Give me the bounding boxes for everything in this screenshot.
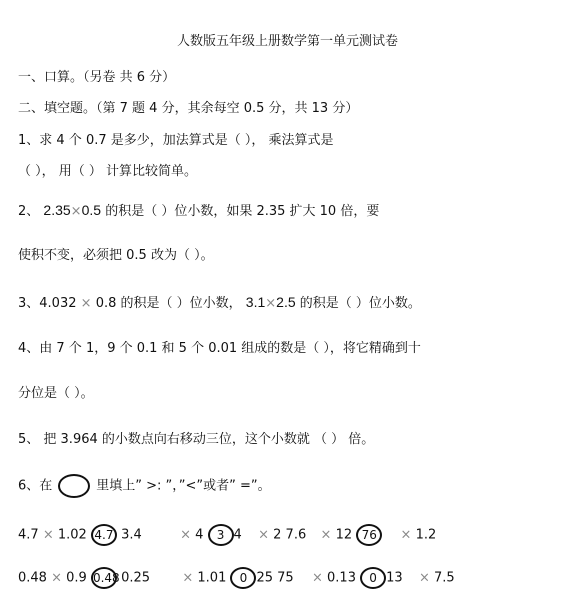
cell: 1.01 [197, 570, 227, 586]
compare-circle: 3 [208, 524, 234, 546]
page-title: 人数版五年级上册数学第一单元测试卷 [176, 34, 398, 49]
cell: 0.9 [66, 570, 87, 586]
question-4-line-1: 4、由 7 个 1，9 个 0.1 和 5 个 0.01 组成的数是（ ），将它精确到十 [18, 341, 421, 356]
compare-circle: 76 [356, 524, 382, 546]
cell: 4 [195, 527, 204, 543]
q3-middle: 0.8 的积是（ ）位小数， [95, 296, 242, 311]
times-icon: × [42, 527, 54, 543]
q2-number-2: 0.5 [81, 202, 102, 218]
compare-circle: 4.7 [91, 524, 117, 546]
compare-circle: 0 [230, 567, 256, 589]
times-icon: × [418, 570, 430, 586]
times-icon: × [311, 570, 323, 586]
compare-circle: 0 [360, 567, 386, 589]
q3-prefix: 3、4.032 [18, 296, 77, 311]
times-icon: × [258, 527, 270, 543]
cell: 12 [335, 527, 353, 543]
compare-circle: 0.48 [91, 567, 117, 589]
question-6 [18, 474, 271, 498]
section-fill-blanks: 二、填空题。（第 7 题 4 分，其余每空 0.5 分，共 13 分） [18, 101, 359, 116]
q2-suffix: 的积是（ ）位小数，如果 2.35 扩大 10 倍，要 [105, 204, 380, 219]
times-icon: × [320, 527, 332, 543]
q6-prefix: 6、在 [18, 478, 53, 494]
section-oral-calc: 一、口算。（另卷 共 6 分） [18, 70, 176, 85]
q3-number-1: 3.1 [245, 294, 266, 310]
compare-row-1 [18, 524, 436, 546]
question-5: 5、 把 3.964 的小数点向右移动三位，这个小数就 （ ） 倍。 [18, 432, 375, 447]
times-icon: × [51, 570, 62, 586]
question-3 [18, 294, 421, 312]
cell: 1.2 [415, 527, 437, 543]
compare-row-2 [18, 567, 455, 589]
question-1-line-1: 1、求 4 个 0.7 是多少，加法算式是（ ）， 乘法算式是 [18, 133, 334, 148]
cell: 0.13 [327, 570, 356, 586]
q2-number-1: 2.35 [43, 202, 71, 218]
times-icon: × [182, 570, 194, 586]
cell: 13 [386, 570, 403, 586]
cell: 0.48 [18, 570, 47, 586]
cell: 3.4 [121, 527, 142, 543]
question-2-line-2: 使积不变，必须把 0.5 改为（ ）。 [18, 248, 214, 263]
cell: 7.5 [434, 570, 455, 586]
cell: 0.25 [121, 570, 151, 586]
cell: 2 7.6 [273, 527, 307, 543]
times-icon: × [180, 527, 191, 543]
q6-suffix: 里填上” >: ”，”<”或者” =”。 [96, 478, 271, 494]
question-2-line-1 [18, 202, 379, 220]
cell: 1.02 [57, 527, 87, 543]
times-icon: × [400, 527, 412, 543]
times-icon: × [70, 204, 82, 219]
times-icon: × [265, 296, 277, 311]
cell: 25 75 [256, 570, 294, 586]
question-1-line-2: （ ）， 用（ ） 计算比较简单。 [18, 164, 198, 179]
q3-number-2: 2.5 [276, 294, 296, 310]
cell: 4 [233, 527, 242, 543]
times-icon: × [80, 296, 92, 311]
cell: 4.7 [18, 527, 39, 543]
circle-icon [58, 474, 90, 498]
q2-prefix: 2、 [18, 204, 40, 219]
question-4-line-2: 分位是（ ）。 [18, 386, 94, 401]
q3-suffix: 的积是（ ）位小数。 [299, 296, 421, 311]
